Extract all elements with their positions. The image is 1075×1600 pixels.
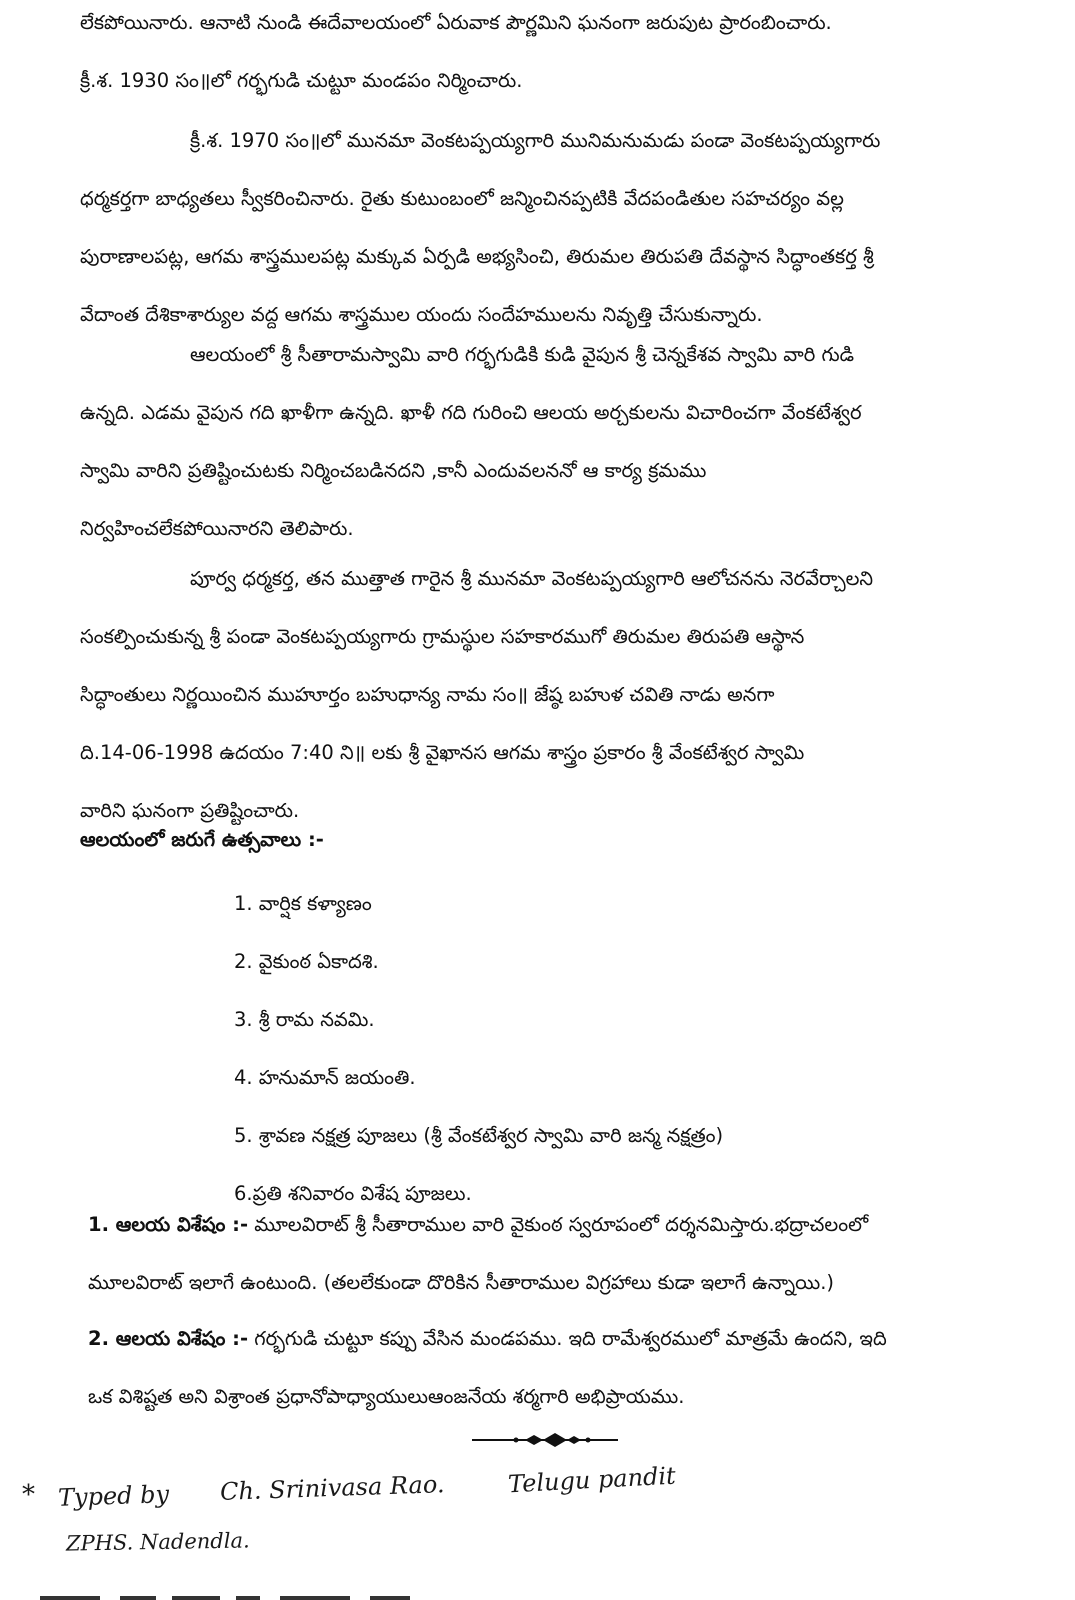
- note-text: మూలవిరాట్ శ్రీ సీతారాముల వారి వైకుంఠ స్వరూపంలో దర్శనమిస్తారు.భద్రాచలంలో: [248, 1213, 869, 1236]
- text-line: ఆలయంలో శ్రీ సీతారామస్వామి వారి గర్భగుడికి కుడి వైపున శ్రీ చెన్నకేశవ స్వామి వారి గుడి: [190, 343, 855, 366]
- text-line: ఉన్నది. ఎడమ వైపున గది ఖాళీగా ఉన్నది. ఖాళీ గది గురించి ఆలయ అర్చకులను విచారించగా వేంకటేశ్వర: [80, 401, 862, 424]
- typist-signature: [20, 1460, 780, 1570]
- text-line: మూలవిరాట్ ఇలాగే ఉంటుంది. (తలలేకుండా దొరికిన సీతారాముల విగ్రహాలు కుడా ఇలాగే ఉన్నాయి.): [88, 1271, 835, 1294]
- note-label: 1. ఆలయ విశేషం :-: [88, 1213, 249, 1236]
- text-line: వారిని ఘనంగా ప్రతిష్టించారు.: [80, 799, 300, 822]
- festival-item: 1. వార్షిక కళ్యాణం: [234, 892, 372, 915]
- text-line: వేదాంత దేశికాశార్యుల వద్ద ఆగమ శాస్త్రముల యందు సందేహములను నివృత్తి చేసుకున్నారు.: [80, 303, 763, 326]
- paragraph-2: [80, 112, 1040, 344]
- festival-item: 4. హనుమాన్ జయంతి.: [234, 1066, 416, 1089]
- text-line: [88, 1310, 1038, 1368]
- typed-by-label: Typed by: [57, 1480, 170, 1512]
- text-line: ధర్మకర్తగా బాధ్యతలు స్వీకరించినారు. రైతు కుటుంబంలో జన్మించినప్పటికి వేదపండితుల సహచర్యం వల్ల: [80, 187, 844, 210]
- festival-item: 3. శ్రీ రామ నవమి.: [234, 1008, 375, 1031]
- cropped-next-line: [0, 1588, 1075, 1600]
- note-text: గర్భగుడి చుట్టూ కప్పు వేసిన మండపము. ఇది రామేశ్వరములో మాత్రమే ఉందని, ఇది: [248, 1327, 887, 1350]
- festival-item: 5. శ్రావణ నక్షత్ర పూజలు (శ్రీ వేంకటేశ్వర స్వామి వారి జన్మ నక్షత్రం): [234, 1124, 724, 1147]
- ornament-divider: [470, 1432, 620, 1448]
- text-line: [88, 1196, 1038, 1254]
- asterisk-mark: *: [22, 1480, 35, 1510]
- typist-title: Telugu pandit: [507, 1461, 677, 1499]
- text-line: క్రీ.శ. 1930 సం॥లో గర్భగుడి చుట్టూ మండపం నిర్మించారు.: [80, 69, 523, 92]
- typist-name: Ch. Srinivasa Rao.: [219, 1470, 445, 1506]
- festival-item: 2. వైకుంఠ ఏకాదశి.: [234, 950, 379, 973]
- text-line: ఒక విశిష్టత అని విశ్రాంత ప్రధానోపాధ్యాయులుఆంజనేయ శర్మగారి అభిప్రాయము.: [88, 1385, 685, 1408]
- festivals-heading: ఆలయంలో జరుగే ఉత్సవాలు :-: [80, 828, 324, 851]
- text-line: లేకపోయినారు. ఆనాటి నుండి ఈదేవాలయంలో ఏరువాక పౌర్ణమిని ఘనంగా జరుపుట ప్రారంబించారు.: [80, 11, 832, 34]
- text-line: స్వామి వారిని ప్రతిష్టించుటకు నిర్మించబడినదని ,కానీ ఎందువలననో ఆ కార్య క్రమము: [80, 459, 707, 482]
- festivals-list: [234, 875, 723, 1223]
- note-label: 2. ఆలయ విశేషం :-: [88, 1327, 249, 1350]
- text-line: సంకల్పించుకున్న శ్రీ పండా వెంకటప్పయ్యగారు గ్రామస్థుల సహకారముగో తిరుమల తిరుపతి ఆస్థాన: [80, 625, 805, 648]
- festival-item: 6.ప్రతి శనివారం విశేష పూజలు.: [234, 1182, 472, 1205]
- typist-school: ZPHS. Nadendla.: [65, 1528, 250, 1556]
- text-line: నిర్వహించలేకపోయినారని తెలిపారు.: [80, 517, 354, 540]
- paragraph-1: [80, 0, 1040, 110]
- temple-feature-note-1: [88, 1196, 1038, 1312]
- temple-feature-note-2: [88, 1310, 1038, 1426]
- text-line: ది.14-06-1998 ఉదయం 7:40 ని॥ లకు శ్రీ వైఖానస ఆగమ శాస్త్రం ప్రకారం శ్రీ వేంకటేశ్వర స్వామి: [80, 741, 805, 764]
- text-line: క్రీ.శ. 1970 సం॥లో మునమా వెంకటప్పయ్యగారి మునిమనుమడు పండా వెంకటప్పయ్యగారు: [190, 129, 881, 152]
- text-line: పురాణాలపట్ల, ఆగమ శాస్త్రములపట్ల మక్కువ ఏర్పడి అభ్యసించి, తిరుమల తిరుపతి దేవస్థాన సిద్ధాంతకర్త శ్రీ: [80, 245, 874, 268]
- text-line: పూర్వ ధర్మకర్త, తన ముత్తాత గారైన శ్రీ మునమా వెంకటప్పయ్యగారి ఆలోచనను నెరవేర్చాలని: [190, 567, 874, 590]
- text-line: సిద్ధాంతులు నిర్ణయించిన ముహూర్తం బహుధాన్య నామ సం॥ జేష్ఠ బహుళ చవితి నాడు అనగా: [80, 683, 775, 706]
- paragraph-4: [80, 550, 1040, 840]
- paragraph-3: [80, 326, 1040, 558]
